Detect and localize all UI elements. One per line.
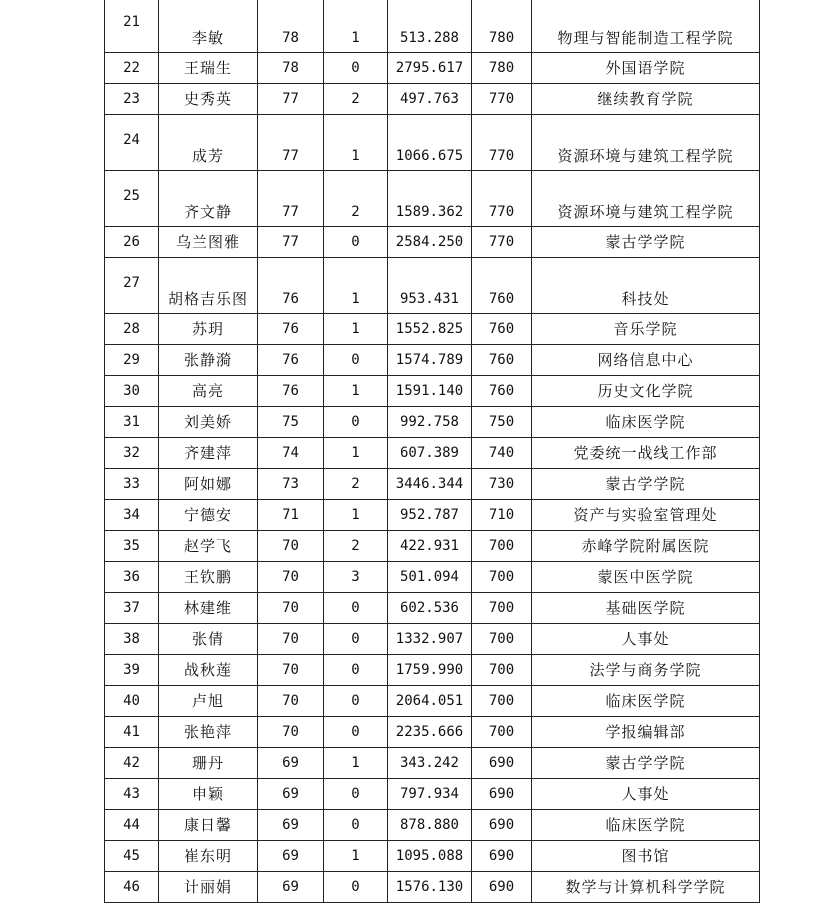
total-cell: 770 <box>472 115 532 171</box>
department-cell: 蒙古学学院 <box>532 227 760 258</box>
value-cell: 2235.666 <box>388 717 472 748</box>
name-cell: 成芳 <box>159 115 258 171</box>
value-cell: 1589.362 <box>388 171 472 227</box>
name-cell: 史秀英 <box>159 84 258 115</box>
department-cell: 人事处 <box>532 779 760 810</box>
department-cell: 临床医学院 <box>532 810 760 841</box>
count-cell: 0 <box>324 593 388 624</box>
value-cell: 2584.250 <box>388 227 472 258</box>
rank-cell: 26 <box>105 227 159 258</box>
department-cell: 临床医学院 <box>532 407 760 438</box>
total-cell: 690 <box>472 810 532 841</box>
value-cell: 422.931 <box>388 531 472 562</box>
count-cell: 1 <box>324 376 388 407</box>
value-cell: 2064.051 <box>388 686 472 717</box>
count-cell: 0 <box>324 227 388 258</box>
rank-cell: 41 <box>105 717 159 748</box>
table-row <box>105 531 760 562</box>
total-cell: 700 <box>472 593 532 624</box>
table-row <box>105 438 760 469</box>
score-cell: 78 <box>258 53 324 84</box>
name-cell: 张静漪 <box>159 345 258 376</box>
table-row <box>105 407 760 438</box>
count-cell: 1 <box>324 314 388 345</box>
total-cell: 700 <box>472 686 532 717</box>
score-cell: 69 <box>258 748 324 779</box>
name-cell: 赵学飞 <box>159 531 258 562</box>
table-row <box>105 469 760 500</box>
table-row <box>105 717 760 748</box>
score-cell: 73 <box>258 469 324 500</box>
score-cell: 70 <box>258 655 324 686</box>
rank-cell: 40 <box>105 686 159 717</box>
name-cell: 张艳萍 <box>159 717 258 748</box>
score-cell: 78 <box>258 0 324 53</box>
total-cell: 710 <box>472 500 532 531</box>
rank-cell: 33 <box>105 469 159 500</box>
name-cell: 计丽娟 <box>159 872 258 903</box>
table-row <box>105 593 760 624</box>
value-cell: 602.536 <box>388 593 472 624</box>
value-cell: 1759.990 <box>388 655 472 686</box>
value-cell: 952.787 <box>388 500 472 531</box>
department-cell: 法学与商务学院 <box>532 655 760 686</box>
department-cell: 临床医学院 <box>532 686 760 717</box>
value-cell: 992.758 <box>388 407 472 438</box>
count-cell: 0 <box>324 717 388 748</box>
total-cell: 730 <box>472 469 532 500</box>
total-cell: 760 <box>472 345 532 376</box>
value-cell: 1095.088 <box>388 841 472 872</box>
department-cell: 历史文化学院 <box>532 376 760 407</box>
value-cell: 607.389 <box>388 438 472 469</box>
table-row <box>105 779 760 810</box>
score-cell: 70 <box>258 686 324 717</box>
score-cell: 69 <box>258 872 324 903</box>
name-cell: 齐建萍 <box>159 438 258 469</box>
rank-cell: 37 <box>105 593 159 624</box>
value-cell: 343.242 <box>388 748 472 779</box>
score-cell: 71 <box>258 500 324 531</box>
department-cell: 音乐学院 <box>532 314 760 345</box>
count-cell: 2 <box>324 171 388 227</box>
score-cell: 76 <box>258 258 324 314</box>
total-cell: 750 <box>472 407 532 438</box>
total-cell: 700 <box>472 717 532 748</box>
value-cell: 797.934 <box>388 779 472 810</box>
score-cell: 69 <box>258 841 324 872</box>
department-cell: 蒙古学学院 <box>532 469 760 500</box>
name-cell: 宁德安 <box>159 500 258 531</box>
name-cell: 张倩 <box>159 624 258 655</box>
department-cell: 继续教育学院 <box>532 84 760 115</box>
rank-cell: 34 <box>105 500 159 531</box>
rank-cell: 30 <box>105 376 159 407</box>
rank-cell: 42 <box>105 748 159 779</box>
table-row <box>105 345 760 376</box>
total-cell: 690 <box>472 872 532 903</box>
table-row <box>105 562 760 593</box>
count-cell: 1 <box>324 841 388 872</box>
name-cell: 林建维 <box>159 593 258 624</box>
name-cell: 阿如娜 <box>159 469 258 500</box>
table-row <box>105 0 760 53</box>
rank-cell: 36 <box>105 562 159 593</box>
count-cell: 0 <box>324 407 388 438</box>
name-cell: 齐文静 <box>159 171 258 227</box>
rank-cell: 38 <box>105 624 159 655</box>
rank-cell: 31 <box>105 407 159 438</box>
rank-cell: 27 <box>105 258 159 314</box>
total-cell: 770 <box>472 84 532 115</box>
table-row <box>105 84 760 115</box>
department-cell: 物理与智能制造工程学院 <box>532 0 760 53</box>
table-row <box>105 115 760 171</box>
value-cell: 513.288 <box>388 0 472 53</box>
table-row <box>105 53 760 84</box>
score-cell: 70 <box>258 593 324 624</box>
table-row <box>105 171 760 227</box>
department-cell: 资源环境与建筑工程学院 <box>532 115 760 171</box>
rank-cell: 32 <box>105 438 159 469</box>
value-cell: 2795.617 <box>388 53 472 84</box>
score-cell: 70 <box>258 624 324 655</box>
count-cell: 0 <box>324 345 388 376</box>
department-cell: 资源环境与建筑工程学院 <box>532 171 760 227</box>
rank-cell: 22 <box>105 53 159 84</box>
table-row <box>105 624 760 655</box>
name-cell: 乌兰图雅 <box>159 227 258 258</box>
ranking-table <box>104 0 760 903</box>
table-row <box>105 376 760 407</box>
rank-cell: 29 <box>105 345 159 376</box>
score-cell: 76 <box>258 314 324 345</box>
table-row <box>105 748 760 779</box>
value-cell: 3446.344 <box>388 469 472 500</box>
total-cell: 700 <box>472 624 532 655</box>
rank-cell: 45 <box>105 841 159 872</box>
table-row <box>105 686 760 717</box>
table-row <box>105 314 760 345</box>
department-cell: 蒙古学学院 <box>532 748 760 779</box>
score-cell: 77 <box>258 84 324 115</box>
rank-cell: 44 <box>105 810 159 841</box>
score-cell: 77 <box>258 115 324 171</box>
table-body <box>105 0 760 903</box>
count-cell: 1 <box>324 115 388 171</box>
rank-cell: 25 <box>105 171 159 227</box>
name-cell: 卢旭 <box>159 686 258 717</box>
rank-cell: 39 <box>105 655 159 686</box>
rank-cell: 43 <box>105 779 159 810</box>
count-cell: 1 <box>324 438 388 469</box>
value-cell: 953.431 <box>388 258 472 314</box>
score-cell: 77 <box>258 227 324 258</box>
score-cell: 75 <box>258 407 324 438</box>
table-row <box>105 655 760 686</box>
value-cell: 1576.130 <box>388 872 472 903</box>
score-cell: 69 <box>258 779 324 810</box>
rank-cell: 28 <box>105 314 159 345</box>
count-cell: 0 <box>324 810 388 841</box>
score-cell: 70 <box>258 531 324 562</box>
total-cell: 760 <box>472 258 532 314</box>
rank-cell: 35 <box>105 531 159 562</box>
count-cell: 0 <box>324 624 388 655</box>
department-cell: 赤峰学院附属医院 <box>532 531 760 562</box>
total-cell: 690 <box>472 841 532 872</box>
name-cell: 苏玥 <box>159 314 258 345</box>
total-cell: 700 <box>472 562 532 593</box>
name-cell: 战秋莲 <box>159 655 258 686</box>
count-cell: 3 <box>324 562 388 593</box>
name-cell: 胡格吉乐图 <box>159 258 258 314</box>
department-cell: 人事处 <box>532 624 760 655</box>
count-cell: 1 <box>324 258 388 314</box>
name-cell: 刘美娇 <box>159 407 258 438</box>
name-cell: 康日馨 <box>159 810 258 841</box>
name-cell: 王钦鹏 <box>159 562 258 593</box>
department-cell: 外国语学院 <box>532 53 760 84</box>
value-cell: 1332.907 <box>388 624 472 655</box>
table-row <box>105 227 760 258</box>
table-row <box>105 258 760 314</box>
department-cell: 党委统一战线工作部 <box>532 438 760 469</box>
department-cell: 科技处 <box>532 258 760 314</box>
score-cell: 74 <box>258 438 324 469</box>
rank-cell: 46 <box>105 872 159 903</box>
department-cell: 网络信息中心 <box>532 345 760 376</box>
table-row <box>105 500 760 531</box>
score-cell: 76 <box>258 376 324 407</box>
count-cell: 2 <box>324 84 388 115</box>
department-cell: 基础医学院 <box>532 593 760 624</box>
name-cell: 崔东明 <box>159 841 258 872</box>
department-cell: 资产与实验室管理处 <box>532 500 760 531</box>
rank-cell: 21 <box>105 0 159 53</box>
total-cell: 770 <box>472 171 532 227</box>
score-cell: 70 <box>258 562 324 593</box>
department-cell: 蒙医中医学院 <box>532 562 760 593</box>
table-row <box>105 841 760 872</box>
total-cell: 690 <box>472 779 532 810</box>
total-cell: 760 <box>472 376 532 407</box>
value-cell: 878.880 <box>388 810 472 841</box>
name-cell: 珊丹 <box>159 748 258 779</box>
count-cell: 1 <box>324 500 388 531</box>
total-cell: 760 <box>472 314 532 345</box>
score-cell: 77 <box>258 171 324 227</box>
score-cell: 70 <box>258 717 324 748</box>
table-row <box>105 810 760 841</box>
count-cell: 0 <box>324 779 388 810</box>
count-cell: 1 <box>324 748 388 779</box>
rank-cell: 24 <box>105 115 159 171</box>
value-cell: 501.094 <box>388 562 472 593</box>
department-cell: 数学与计算机科学学院 <box>532 872 760 903</box>
count-cell: 0 <box>324 872 388 903</box>
total-cell: 780 <box>472 0 532 53</box>
total-cell: 740 <box>472 438 532 469</box>
value-cell: 497.763 <box>388 84 472 115</box>
total-cell: 770 <box>472 227 532 258</box>
value-cell: 1591.140 <box>388 376 472 407</box>
total-cell: 690 <box>472 748 532 779</box>
score-cell: 76 <box>258 345 324 376</box>
department-cell: 学报编辑部 <box>532 717 760 748</box>
value-cell: 1552.825 <box>388 314 472 345</box>
total-cell: 700 <box>472 655 532 686</box>
count-cell: 1 <box>324 0 388 53</box>
value-cell: 1574.789 <box>388 345 472 376</box>
department-cell: 图书馆 <box>532 841 760 872</box>
name-cell: 李敏 <box>159 0 258 53</box>
count-cell: 0 <box>324 686 388 717</box>
count-cell: 0 <box>324 655 388 686</box>
name-cell: 申颖 <box>159 779 258 810</box>
value-cell: 1066.675 <box>388 115 472 171</box>
count-cell: 2 <box>324 531 388 562</box>
count-cell: 0 <box>324 53 388 84</box>
name-cell: 王瑞生 <box>159 53 258 84</box>
score-cell: 69 <box>258 810 324 841</box>
total-cell: 700 <box>472 531 532 562</box>
total-cell: 780 <box>472 53 532 84</box>
count-cell: 2 <box>324 469 388 500</box>
name-cell: 高亮 <box>159 376 258 407</box>
rank-cell: 23 <box>105 84 159 115</box>
